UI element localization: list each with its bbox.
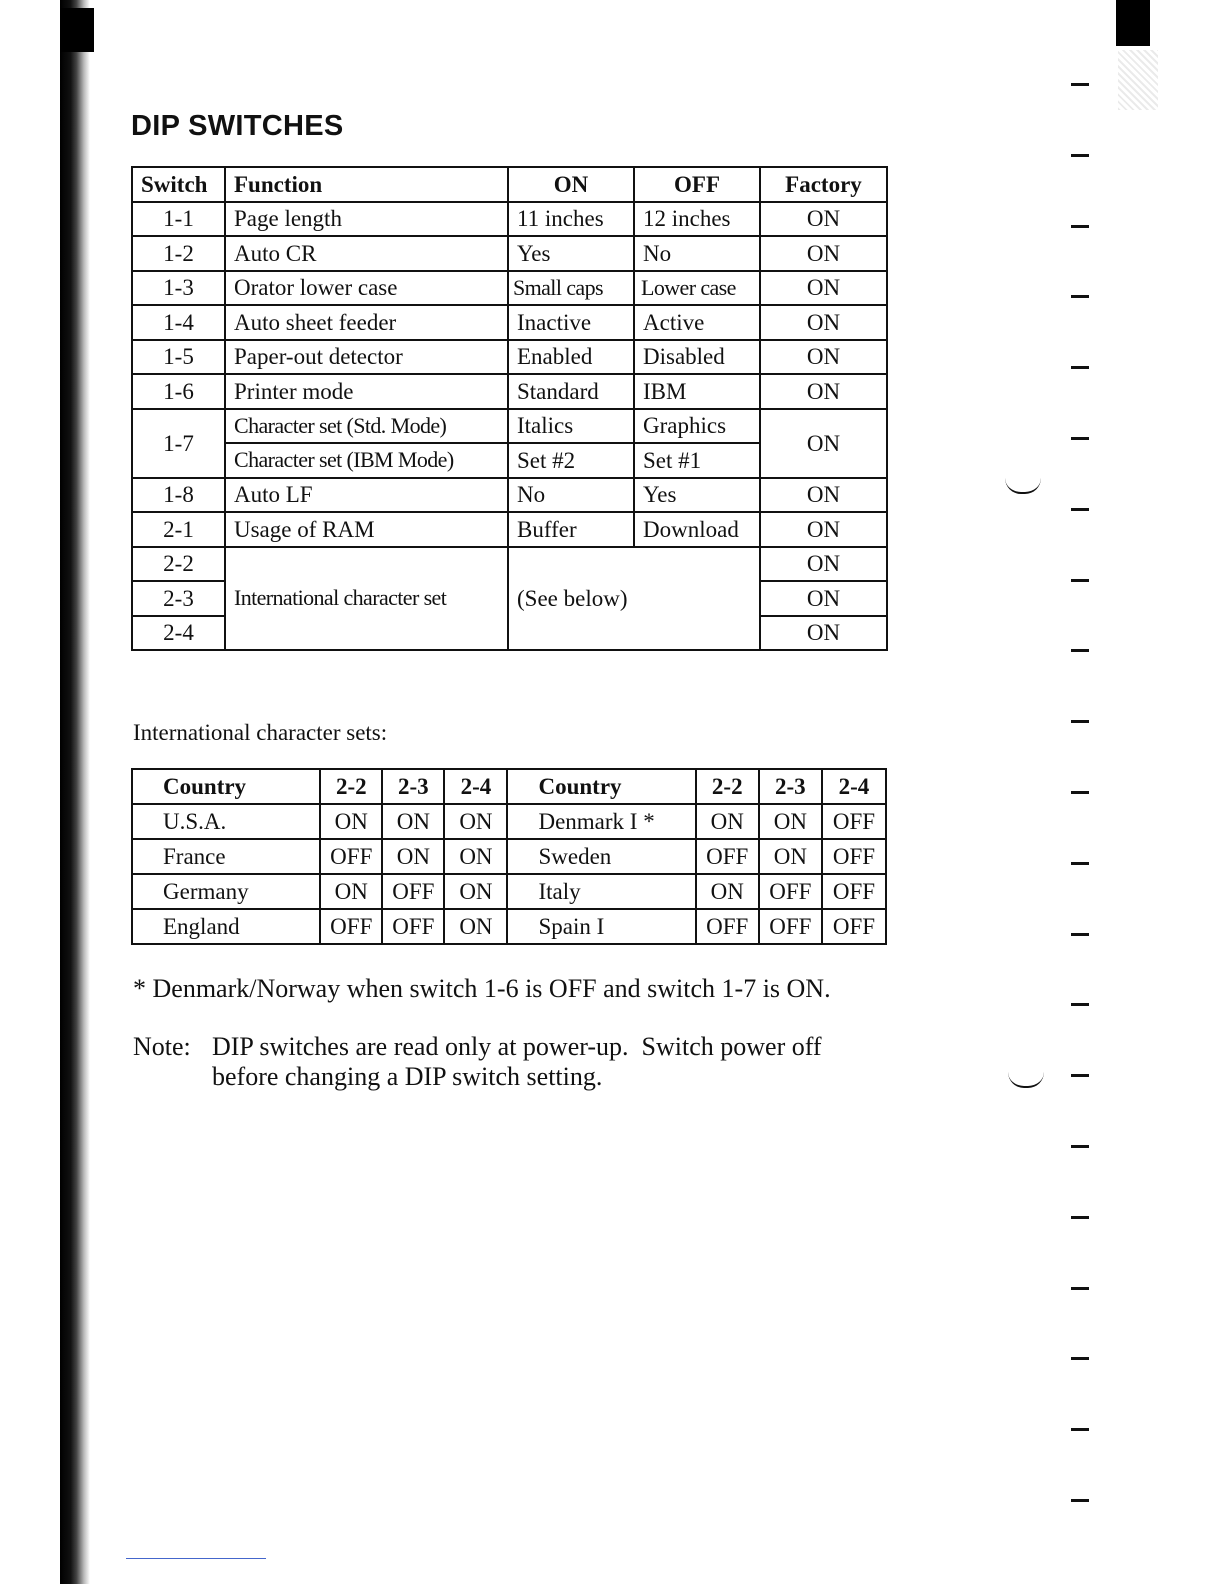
margin-tick-mark [1071, 1287, 1089, 1290]
margin-tick-mark [1071, 83, 1089, 86]
switch-value-cell: OFF [822, 909, 886, 944]
on-cell: Inactive [508, 305, 634, 340]
switch-value-cell: OFF [822, 874, 886, 909]
function-cell: Auto LF [225, 478, 508, 513]
switch-value-cell: ON [759, 839, 822, 874]
note-line-2: before changing a DIP switch setting. [212, 1062, 603, 1091]
switch-value-cell: OFF [822, 839, 886, 874]
header-switch: Switch [132, 167, 225, 202]
switch-cell: 2-4 [132, 616, 225, 651]
switch-value-cell: OFF [822, 804, 886, 839]
table-header-row [132, 167, 887, 202]
switch-cell: 1-6 [132, 374, 225, 409]
off-cell: IBM [634, 374, 760, 409]
switch-value-cell: OFF [696, 839, 759, 874]
margin-tick-mark [1071, 225, 1089, 228]
switch-value-cell: OFF [382, 874, 444, 909]
scan-edge-left [60, 0, 90, 1584]
table-row [132, 512, 887, 547]
table-row [132, 271, 887, 306]
header-country: Country [132, 769, 320, 804]
off-cell: Yes [634, 478, 760, 513]
switch-value-cell: OFF [759, 874, 822, 909]
off-cell: Set #1 [634, 443, 760, 478]
margin-tick-mark [1071, 579, 1089, 582]
switch-value-cell: ON [696, 874, 759, 909]
table-row [132, 874, 886, 909]
margin-tick-mark [1071, 295, 1089, 298]
factory-cell: ON [760, 271, 887, 306]
factory-cell: ON [760, 202, 887, 237]
on-off-cell: (See below) [508, 547, 760, 651]
switch-value-cell: ON [382, 839, 444, 874]
margin-tick-mark [1071, 720, 1089, 723]
page-title: DIP SWITCHES [131, 110, 344, 142]
switch-value-cell: OFF [696, 909, 759, 944]
function-cell: Printer mode [225, 374, 508, 409]
table-row [132, 202, 887, 237]
margin-tick-mark [1071, 1499, 1089, 1502]
factory-cell: ON [760, 616, 887, 651]
header-factory: Factory [760, 167, 887, 202]
scan-mark-top-right [1116, 0, 1150, 46]
header-2-4: 2-4 [444, 769, 507, 804]
switch-value-cell: ON [444, 839, 507, 874]
on-cell: Set #2 [508, 443, 634, 478]
off-cell: Download [634, 512, 760, 547]
on-cell: Italics [508, 409, 634, 444]
switch-value-cell: OFF [320, 839, 382, 874]
power-up-note [133, 1032, 893, 1092]
factory-cell: ON [760, 581, 887, 616]
on-cell: Standard [508, 374, 634, 409]
country-cell: Sweden [507, 839, 695, 874]
switch-value-cell: ON [759, 804, 822, 839]
function-cell: Orator lower case [225, 271, 508, 306]
switch-cell: 1-7 [132, 409, 225, 478]
switch-cell: 1-3 [132, 271, 225, 306]
table-row [132, 409, 887, 444]
scan-mark-top-left [60, 8, 94, 52]
table-row [132, 305, 887, 340]
switch-value-cell: ON [444, 874, 507, 909]
switch-value-cell: OFF [759, 909, 822, 944]
margin-tick-mark [1071, 1145, 1089, 1148]
off-cell: Graphics [634, 409, 760, 444]
table-row [132, 236, 887, 271]
table-row [132, 909, 886, 944]
off-cell: Lower case [634, 271, 760, 306]
on-cell: No [508, 478, 634, 513]
margin-tick-mark [1071, 933, 1089, 936]
country-cell: Italy [507, 874, 695, 909]
margin-tick-mark [1071, 1003, 1089, 1006]
factory-cell: ON [760, 512, 887, 547]
bottom-rule [126, 1558, 266, 1559]
switch-cell: 1-4 [132, 305, 225, 340]
switch-cell: 2-3 [132, 581, 225, 616]
on-cell: 11 inches [508, 202, 634, 237]
switch-value-cell: ON [444, 804, 507, 839]
function-cell: Usage of RAM [225, 512, 508, 547]
header-off: OFF [634, 167, 760, 202]
table-row [132, 374, 887, 409]
country-cell: Spain I [507, 909, 695, 944]
function-cell: Paper-out detector [225, 340, 508, 375]
scan-noise [1118, 50, 1158, 110]
table-row [132, 340, 887, 375]
switch-value-cell: ON [320, 804, 382, 839]
header-2-2: 2-2 [696, 769, 759, 804]
country-cell: France [132, 839, 320, 874]
factory-cell: ON [760, 374, 887, 409]
on-cell: Yes [508, 236, 634, 271]
note-line-1: DIP switches are read only at power-up. Switch power off [212, 1032, 822, 1061]
on-cell: Small caps [508, 271, 634, 306]
off-cell: Active [634, 305, 760, 340]
on-cell: Buffer [508, 512, 634, 547]
margin-tick-mark [1071, 154, 1089, 157]
margin-tick-mark [1071, 649, 1089, 652]
header-country: Country [507, 769, 695, 804]
switch-value-cell: ON [444, 909, 507, 944]
header-2-4: 2-4 [822, 769, 886, 804]
margin-tick-mark [1071, 862, 1089, 865]
denmark-footnote: * Denmark/Norway when switch 1-6 is OFF and switch 1-7 is ON. [133, 974, 831, 1003]
switch-value-cell: ON [696, 804, 759, 839]
function-cell: International character set [225, 547, 508, 651]
header-2-2: 2-2 [320, 769, 382, 804]
factory-cell: ON [760, 340, 887, 375]
function-cell: Character set (IBM Mode) [225, 443, 508, 478]
margin-curve-mark [1008, 1072, 1044, 1088]
margin-tick-mark [1071, 508, 1089, 511]
dip-switch-table [131, 166, 888, 651]
margin-tick-mark [1071, 1428, 1089, 1431]
factory-cell: ON [760, 305, 887, 340]
note-label: Note: [133, 1032, 191, 1061]
switch-cell: 1-8 [132, 478, 225, 513]
table-row [132, 839, 886, 874]
margin-tick-mark [1071, 437, 1089, 440]
switch-value-cell: ON [382, 804, 444, 839]
function-cell: Character set (Std. Mode) [225, 409, 508, 444]
margin-tick-mark [1071, 1216, 1089, 1219]
switch-cell: 2-2 [132, 547, 225, 582]
switch-cell: 1-1 [132, 202, 225, 237]
factory-cell: ON [760, 409, 887, 478]
margin-tick-mark [1071, 1074, 1089, 1077]
header-2-3: 2-3 [382, 769, 444, 804]
off-cell: 12 inches [634, 202, 760, 237]
header-function: Function [225, 167, 508, 202]
table-row [132, 478, 887, 513]
switch-value-cell: OFF [320, 909, 382, 944]
function-cell: Auto sheet feeder [225, 305, 508, 340]
margin-tick-mark [1071, 791, 1089, 794]
table-row [132, 547, 887, 582]
country-cell: U.S.A. [132, 804, 320, 839]
factory-cell: ON [760, 236, 887, 271]
table-header-row [132, 769, 886, 804]
switch-cell: 1-5 [132, 340, 225, 375]
intl-sets-heading: International character sets: [133, 720, 388, 745]
on-cell: Enabled [508, 340, 634, 375]
function-cell: Page length [225, 202, 508, 237]
header-2-3: 2-3 [759, 769, 822, 804]
off-cell: No [634, 236, 760, 271]
switch-cell: 2-1 [132, 512, 225, 547]
switch-value-cell: ON [320, 874, 382, 909]
country-cell: England [132, 909, 320, 944]
factory-cell: ON [760, 478, 887, 513]
switch-value-cell: OFF [382, 909, 444, 944]
country-cell: Denmark I * [507, 804, 695, 839]
country-cell: Germany [132, 874, 320, 909]
international-character-set-table [131, 768, 887, 945]
header-on: ON [508, 167, 634, 202]
table-row [132, 804, 886, 839]
function-cell: Auto CR [225, 236, 508, 271]
factory-cell: ON [760, 547, 887, 582]
margin-curve-mark [1005, 478, 1041, 494]
off-cell: Disabled [634, 340, 760, 375]
margin-tick-mark [1071, 1357, 1089, 1360]
margin-tick-mark [1071, 366, 1089, 369]
switch-cell: 1-2 [132, 236, 225, 271]
